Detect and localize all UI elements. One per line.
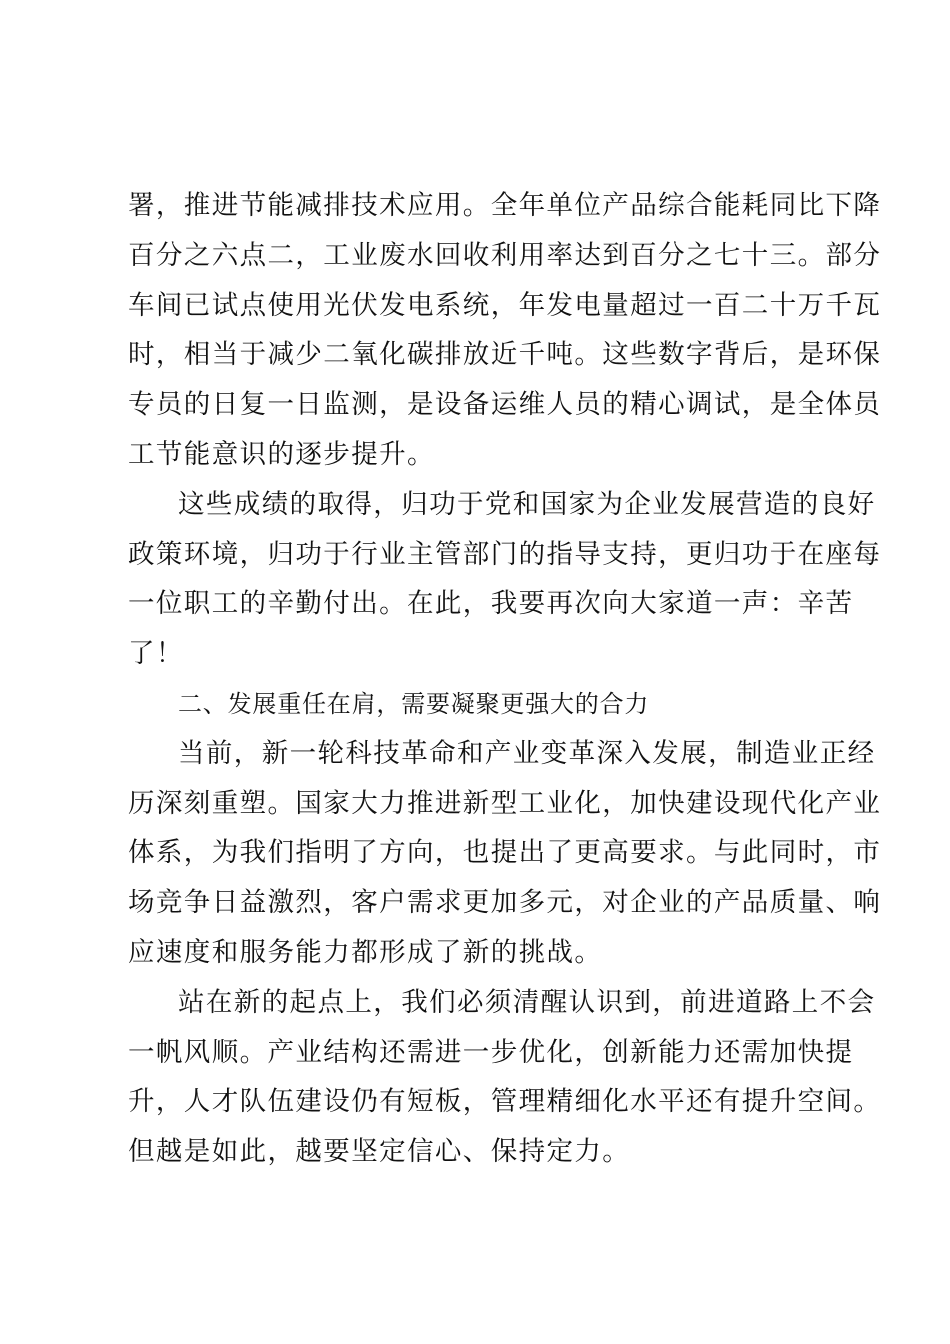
section-heading	[128, 681, 838, 731]
text-line: 体系，为我们指明了方向，也提出了更高要求。与此同时，市	[128, 837, 882, 869]
text-line: 这些成绩的取得，归功于党和国家为企业发展营造的良好	[178, 488, 876, 520]
paragraph-current-situation	[128, 731, 882, 980]
text-line: 政策环境，归功于行业主管部门的指导支持，更归功于在座每	[128, 538, 882, 570]
paragraph-energy-saving	[128, 183, 882, 482]
text-line: 应速度和服务能力都形成了新的挑战。	[128, 936, 603, 968]
text-line: 站在新的起点上，我们必须清醒认识到，前进道路上不会	[178, 986, 876, 1018]
heading-text: 二、发展重任在肩，需要凝聚更强大的合力	[178, 689, 650, 718]
text-line: 一位职工的辛勤付出。在此，我要再次向大家道一声：辛苦	[128, 588, 854, 620]
text-line: 升，人才队伍建设仍有短板，管理精细化水平还有提升空间。	[128, 1086, 882, 1118]
text-line: 场竞争日益激烈，客户需求更加多元，对企业的产品质量、响	[128, 887, 882, 919]
text-line: 百分之六点二，工业废水回收利用率达到百分之七十三。部分	[128, 239, 882, 271]
text-line: 工节能意识的逐步提升。	[128, 438, 435, 470]
text-line: 了！	[128, 638, 184, 670]
text-line: 专员的日复一日监测，是设备运维人员的精心调试，是全体员	[128, 389, 882, 421]
document-body	[128, 183, 882, 1179]
text-line: 历深刻重塑。国家大力推进新型工业化，加快建设现代化产业	[128, 787, 882, 819]
paragraph-challenges	[128, 980, 882, 1179]
text-line: 但越是如此，越要坚定信心、保持定力。	[128, 1136, 631, 1168]
text-line: 时，相当于减少二氧化碳排放近千吨。这些数字背后，是环保	[128, 339, 882, 371]
text-line: 当前，新一轮科技革命和产业变革深入发展，制造业正经	[178, 737, 876, 769]
paragraph-acknowledgement	[128, 482, 882, 681]
text-line: 车间已试点使用光伏发电系统，年发电量超过一百二十万千瓦	[128, 289, 882, 321]
text-line: 署，推进节能减排技术应用。全年单位产品综合能耗同比下降	[128, 190, 882, 221]
text-line: 一帆风顺。产业结构还需进一步优化，创新能力还需加快提	[128, 1036, 854, 1068]
